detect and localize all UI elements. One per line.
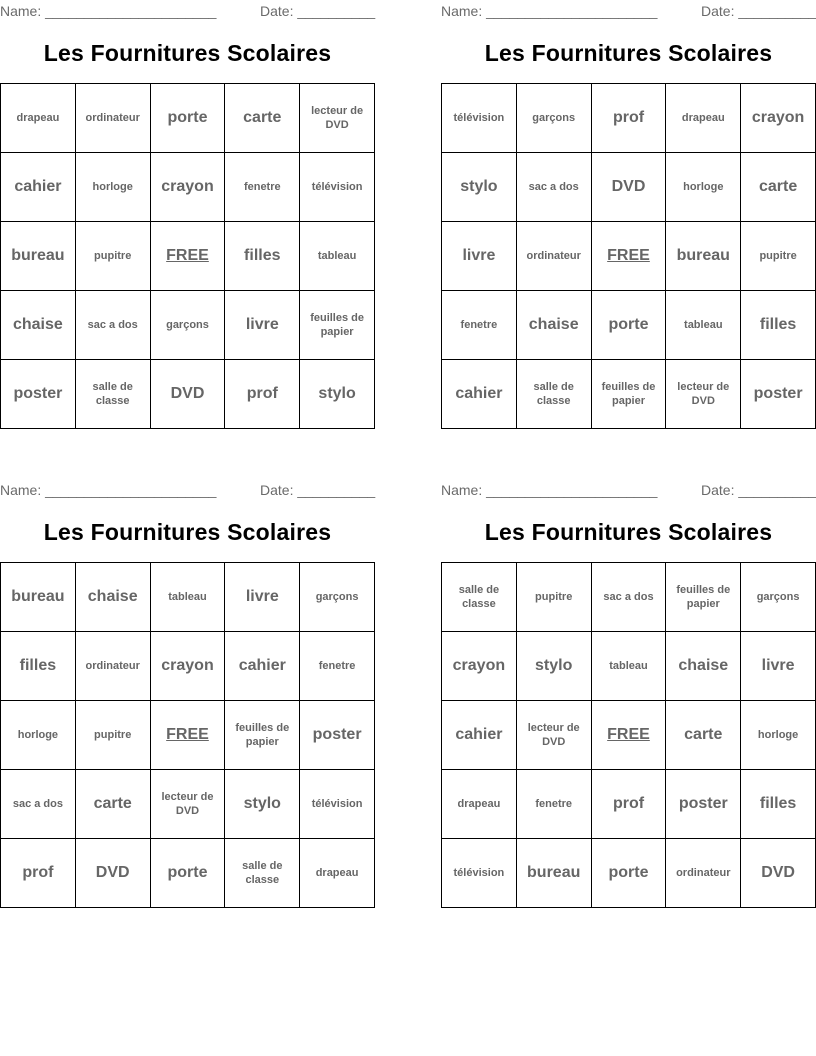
bingo-cell: carte (666, 701, 741, 770)
bingo-cell: horloge (75, 153, 150, 222)
grid-row (1, 839, 375, 908)
bingo-cell: feuilles de papier (666, 563, 741, 632)
bingo-cell: chaise (75, 563, 150, 632)
bingo-cell: ordinateur (666, 839, 741, 908)
bingo-cell: stylo (300, 360, 375, 429)
grid-row (1, 222, 375, 291)
bingo-cell: horloge (666, 153, 741, 222)
bingo-cell: télévision (300, 153, 375, 222)
name-field: Name: ______________________ (0, 482, 217, 498)
bingo-cell: carte (741, 153, 816, 222)
bingo-cell: horloge (1, 701, 76, 770)
bingo-cell: prof (1, 839, 76, 908)
bingo-cell: livre (741, 632, 816, 701)
bingo-cell: lecteur de DVD (666, 360, 741, 429)
bingo-cell: lecteur de DVD (150, 770, 225, 839)
grid-row (1, 701, 375, 770)
bingo-cell: salle de classe (225, 839, 300, 908)
bingo-cell: horloge (741, 701, 816, 770)
free-cell: FREE (591, 222, 666, 291)
bingo-cell: garçons (741, 563, 816, 632)
grid-row (1, 153, 375, 222)
bingo-cell: garçons (516, 84, 591, 153)
date-field: Date: __________ (260, 3, 376, 19)
grid-row (442, 153, 816, 222)
bingo-cell: prof (225, 360, 300, 429)
bingo-cell: bureau (516, 839, 591, 908)
bingo-cell: garçons (300, 563, 375, 632)
bingo-cell: chaise (516, 291, 591, 360)
bingo-cell: livre (225, 563, 300, 632)
bingo-grid (0, 83, 375, 429)
grid-row (1, 563, 375, 632)
bingo-cell: fenetre (225, 153, 300, 222)
bingo-cell: cahier (442, 360, 517, 429)
bingo-cell: porte (591, 839, 666, 908)
bingo-cell: carte (75, 770, 150, 839)
name-field: Name: ______________________ (441, 482, 658, 498)
date-field: Date: __________ (260, 482, 376, 498)
bingo-cell: bureau (1, 222, 76, 291)
grid-row (1, 84, 375, 153)
bingo-cell: ordinateur (516, 222, 591, 291)
bingo-cell: filles (1, 632, 76, 701)
bingo-cell: cahier (225, 632, 300, 701)
bingo-cell: chaise (666, 632, 741, 701)
bingo-cell: tableau (300, 222, 375, 291)
bingo-card-1 (0, 0, 376, 407)
card-header (441, 0, 816, 22)
date-field: Date: __________ (701, 482, 816, 498)
bingo-cell: cahier (442, 701, 517, 770)
bingo-cell: salle de classe (516, 360, 591, 429)
grid-row (1, 360, 375, 429)
bingo-cell: filles (741, 770, 816, 839)
bingo-cell: pupitre (75, 701, 150, 770)
bingo-cell: DVD (75, 839, 150, 908)
bingo-cell: télévision (442, 839, 517, 908)
bingo-cell: fenetre (442, 291, 517, 360)
bingo-cell: crayon (442, 632, 517, 701)
bingo-cell: carte (225, 84, 300, 153)
bingo-cell: sac a dos (591, 563, 666, 632)
bingo-cell: lecteur de DVD (516, 701, 591, 770)
bingo-cell: tableau (150, 563, 225, 632)
bingo-cell: salle de classe (75, 360, 150, 429)
grid-row (442, 632, 816, 701)
bingo-cell: ordinateur (75, 632, 150, 701)
bingo-grid (441, 562, 816, 908)
bingo-cell: bureau (666, 222, 741, 291)
bingo-cell: poster (300, 701, 375, 770)
grid-row (442, 291, 816, 360)
bingo-cell: filles (741, 291, 816, 360)
bingo-cell: stylo (516, 632, 591, 701)
date-field: Date: __________ (701, 3, 816, 19)
bingo-card-4 (441, 479, 816, 881)
bingo-cell: salle de classe (442, 563, 517, 632)
bingo-cell: porte (591, 291, 666, 360)
bingo-cell: poster (1, 360, 76, 429)
bingo-cell: livre (442, 222, 517, 291)
bingo-cell: poster (741, 360, 816, 429)
bingo-cell: feuilles de papier (300, 291, 375, 360)
bingo-cell: DVD (741, 839, 816, 908)
bingo-cell: chaise (1, 291, 76, 360)
grid-row (1, 632, 375, 701)
card-header (0, 479, 375, 501)
bingo-cell: fenetre (516, 770, 591, 839)
bingo-cell: livre (225, 291, 300, 360)
bingo-grid (0, 562, 375, 908)
bingo-cell: DVD (591, 153, 666, 222)
name-field: Name: ______________________ (441, 3, 658, 19)
grid-row (442, 839, 816, 908)
free-cell: FREE (150, 222, 225, 291)
card-title: Les Fournitures Scolaires (484, 40, 773, 66)
bingo-cell: crayon (150, 153, 225, 222)
card-title: Les Fournitures Scolaires (43, 40, 332, 66)
bingo-cell: drapeau (1, 84, 76, 153)
bingo-cell: tableau (666, 291, 741, 360)
bingo-grid (441, 83, 816, 429)
bingo-cell: pupitre (516, 563, 591, 632)
free-cell: FREE (591, 701, 666, 770)
bingo-cell: stylo (225, 770, 300, 839)
bingo-cell: poster (666, 770, 741, 839)
bingo-cell: stylo (442, 153, 517, 222)
bingo-cell: sac a dos (75, 291, 150, 360)
bingo-cell: prof (591, 84, 666, 153)
bingo-cell: drapeau (300, 839, 375, 908)
bingo-card-3 (0, 479, 376, 886)
bingo-card-2 (441, 0, 816, 407)
bingo-cell: pupitre (75, 222, 150, 291)
card-title: Les Fournitures Scolaires (43, 519, 332, 545)
card-header (0, 0, 375, 22)
grid-row (442, 360, 816, 429)
free-cell: FREE (150, 701, 225, 770)
grid-row (442, 563, 816, 632)
bingo-cell: fenetre (300, 632, 375, 701)
bingo-cell: prof (591, 770, 666, 839)
bingo-cell: cahier (1, 153, 76, 222)
bingo-cell: lecteur de DVD (300, 84, 375, 153)
bingo-cell: pupitre (741, 222, 816, 291)
bingo-cell: filles (225, 222, 300, 291)
grid-row (442, 701, 816, 770)
bingo-cell: drapeau (666, 84, 741, 153)
bingo-cell: sac a dos (516, 153, 591, 222)
card-header (441, 479, 816, 501)
bingo-cell: feuilles de papier (591, 360, 666, 429)
grid-row (442, 770, 816, 839)
name-field: Name: ______________________ (0, 3, 217, 19)
bingo-cell: DVD (150, 360, 225, 429)
bingo-cell: ordinateur (75, 84, 150, 153)
bingo-cell: garçons (150, 291, 225, 360)
grid-row (442, 222, 816, 291)
bingo-cell: crayon (150, 632, 225, 701)
grid-row (1, 291, 375, 360)
bingo-cell: feuilles de papier (225, 701, 300, 770)
bingo-cell: crayon (741, 84, 816, 153)
bingo-cell: porte (150, 839, 225, 908)
bingo-cell: porte (150, 84, 225, 153)
bingo-cell: bureau (1, 563, 76, 632)
bingo-cell: tableau (591, 632, 666, 701)
grid-row (1, 770, 375, 839)
grid-row (442, 84, 816, 153)
bingo-cell: sac a dos (1, 770, 76, 839)
bingo-cell: télévision (300, 770, 375, 839)
card-title: Les Fournitures Scolaires (484, 519, 773, 545)
bingo-cell: drapeau (442, 770, 517, 839)
bingo-cell: télévision (442, 84, 517, 153)
